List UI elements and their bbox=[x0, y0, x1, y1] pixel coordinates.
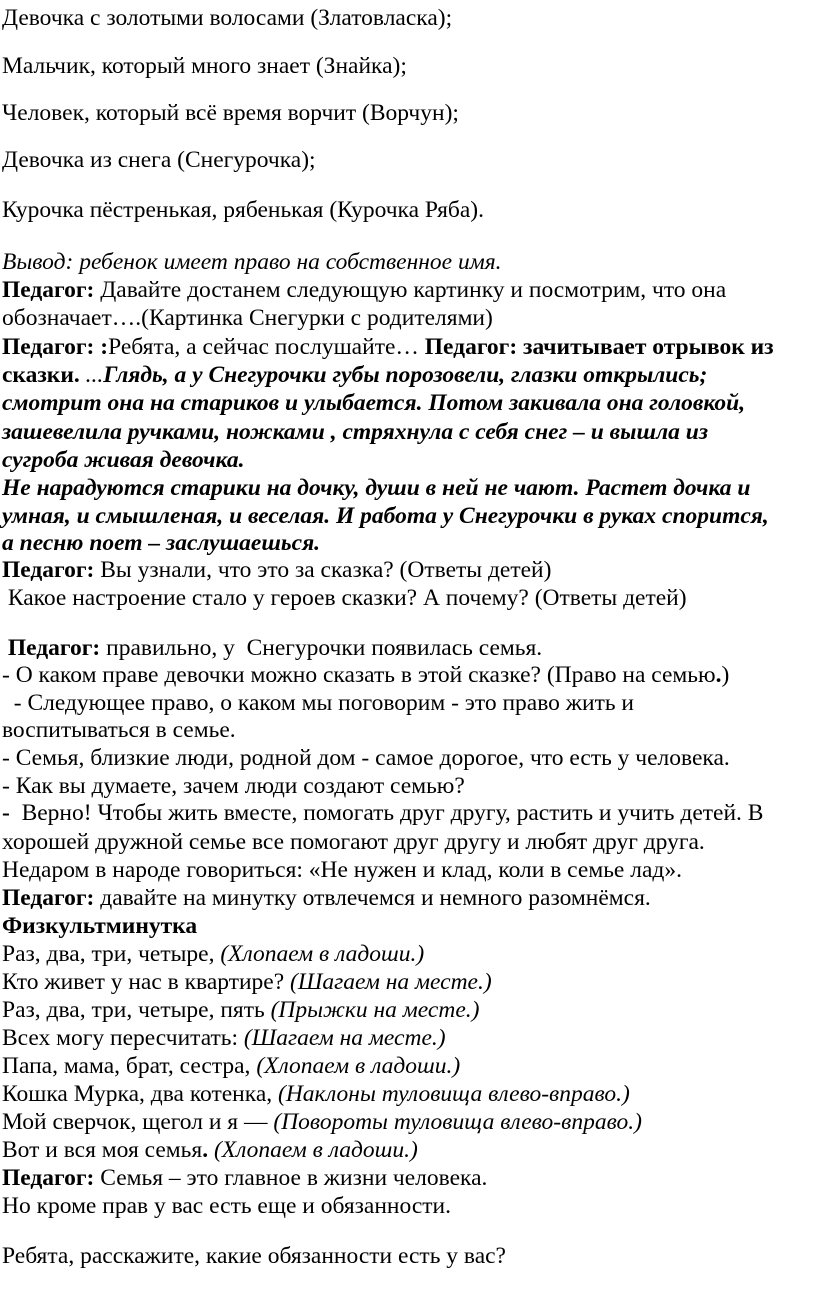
text-line bbox=[2, 856, 682, 884]
text-line bbox=[2, 361, 707, 389]
text-segment: обозначает….(Картинка Снегурки с родителями) bbox=[2, 305, 493, 331]
text-segment: Но кроме прав у вас есть еще и обязанности. bbox=[2, 1193, 451, 1219]
text-segment: Мой сверчок, щегол и я — bbox=[2, 1109, 274, 1135]
text-line bbox=[2, 304, 493, 332]
text-segment: Кошка Мурка, два котенка, bbox=[2, 1081, 278, 1107]
text-segment: Педагог: bbox=[2, 635, 101, 661]
text-line bbox=[2, 1108, 642, 1136]
text-line bbox=[2, 996, 479, 1024]
text-segment: умная, и смышленая, и веселая. И работа у Снегурочки в руках спорится, bbox=[2, 503, 769, 529]
text-segment: Человек, который всё время ворчит (Ворчун); bbox=[2, 100, 459, 126]
text-segment: Педагог: зачитывает отрывок из bbox=[424, 334, 774, 360]
text-line bbox=[2, 584, 687, 612]
text-line bbox=[2, 556, 551, 584]
text-segment: Раз, два, три, четыре, bbox=[2, 941, 221, 967]
text-segment: давайте на минутку отвлечемся и немного разомнёмся. bbox=[94, 885, 651, 911]
text-segment: сказки. bbox=[2, 362, 86, 388]
text-line bbox=[2, 1136, 418, 1164]
text-segment: смотрит она на стариков и улыбается. Потом закивала она головкой, bbox=[2, 390, 746, 416]
text-segment: - Семья, близкие люди, родной дом - самое дорогое, что есть у человека. bbox=[2, 745, 730, 771]
text-segment: . bbox=[715, 662, 722, 688]
text-segment: Не нарадуются старики на дочку, души в ней не чают. Растет дочка и bbox=[2, 475, 751, 501]
text-segment: Педагог: bbox=[2, 1165, 95, 1191]
text-segment: (Повороты туловища влево-вправо.) bbox=[273, 1109, 642, 1135]
text-segment: (Шагаем на месте.) bbox=[243, 1025, 446, 1051]
text-line bbox=[2, 716, 236, 744]
text-segment: Верно! Чтобы жить вместе, помогать друг другу, растить и учить детей. В bbox=[9, 800, 764, 826]
text-segment: Семья – это главное в жизни человека. bbox=[94, 1165, 488, 1191]
text-segment: . bbox=[202, 1137, 209, 1163]
text-segment: Ребята, а сейчас послушайте… bbox=[108, 334, 425, 360]
text-line bbox=[2, 828, 705, 856]
text-segment: Вот и вся моя семья bbox=[2, 1137, 203, 1163]
text-line bbox=[2, 1192, 451, 1220]
text-segment: Ребята, расскажите, какие обязанности есть у вас? bbox=[2, 1243, 506, 1269]
text-line bbox=[2, 634, 542, 662]
text-segment: Девочка с золотыми волосами (Златовласка); bbox=[2, 5, 453, 31]
text-line bbox=[2, 474, 750, 502]
text-line bbox=[2, 502, 769, 530]
text-line bbox=[2, 333, 774, 361]
text-line bbox=[2, 146, 316, 174]
text-line bbox=[2, 799, 763, 827]
text-segment: Педагог: : bbox=[2, 334, 109, 360]
text-segment: (Шагаем на месте.) bbox=[290, 969, 492, 995]
text-line bbox=[2, 99, 459, 127]
text-segment: ) bbox=[721, 662, 730, 688]
text-segment: - Следующее право, о каком мы поговорим - это право жить и bbox=[2, 690, 635, 716]
text-segment: Педагог: bbox=[2, 277, 95, 303]
text-segment: (Хлопаем в ладоши.) bbox=[213, 1137, 418, 1163]
text-line bbox=[2, 529, 320, 557]
text-segment: сугроба живая девочка. bbox=[2, 447, 245, 473]
text-line bbox=[2, 1052, 460, 1080]
text-segment: воспитываться в семье. bbox=[2, 717, 236, 743]
text-line bbox=[2, 248, 502, 276]
text-segment: ... bbox=[85, 362, 104, 388]
text-segment: Девочка из снега (Снегурочка); bbox=[2, 147, 316, 173]
text-segment: Раз, два, три, четыре, пять bbox=[2, 997, 271, 1023]
text-segment: Какое настроение стало у героев сказки? А почему? (Ответы детей) bbox=[2, 585, 687, 611]
text-segment: Всех могу пересчитать: bbox=[2, 1025, 244, 1051]
text-segment: Давайте достанем следующую картинку и посмотрим, что она bbox=[94, 277, 727, 303]
text-segment: Кто живет у нас в квартире? bbox=[2, 969, 291, 995]
text-line bbox=[2, 1024, 446, 1052]
text-line bbox=[2, 418, 708, 446]
text-line bbox=[2, 689, 634, 717]
text-segment: зашевелила ручками, ножками , стряхнула с себя снег – и вышла из bbox=[2, 419, 708, 445]
text-line bbox=[2, 884, 651, 912]
text-segment: - Как вы думаете, зачем люди создают семью? bbox=[2, 773, 465, 799]
text-segment: (Прыжки на месте.) bbox=[270, 997, 480, 1023]
text-line bbox=[2, 968, 492, 996]
text-line bbox=[2, 276, 726, 304]
text-segment: - О каком праве девочки можно сказать в этой сказке? (Право на семью bbox=[2, 662, 716, 688]
text-line bbox=[2, 912, 197, 940]
text-segment: правильно, у Снегурочки появилась семья. bbox=[100, 635, 543, 661]
text-segment: Вывод: ребенок имеет право на собственное имя. bbox=[2, 249, 502, 275]
text-line bbox=[2, 1164, 487, 1192]
text-line bbox=[2, 744, 730, 772]
text-line bbox=[2, 772, 465, 800]
text-segment: Мальчик, который много знает (Знайка); bbox=[2, 53, 407, 79]
text-line bbox=[2, 661, 729, 689]
text-segment: Вы узнали, что это за сказка? (Ответы детей) bbox=[94, 557, 552, 583]
text-segment: (Хлопаем в ладоши.) bbox=[220, 941, 425, 967]
text-line bbox=[2, 196, 484, 224]
text-line bbox=[2, 52, 407, 80]
text-line bbox=[2, 1080, 630, 1108]
text-segment: (Наклоны туловища влево-вправо.) bbox=[278, 1081, 630, 1107]
text-segment: Физкультминутка bbox=[2, 913, 198, 939]
text-line bbox=[2, 940, 424, 968]
text-segment: Недаром в народе говориться: «Не нужен и клад, коли в семье лад». bbox=[2, 857, 682, 883]
text-segment: Курочка пёстренькая, рябенькая (Курочка Ряба). bbox=[2, 197, 484, 223]
text-segment: - bbox=[2, 800, 10, 826]
text-segment: Папа, мама, брат, сестра, bbox=[2, 1053, 257, 1079]
text-line bbox=[2, 4, 452, 32]
text-line bbox=[2, 1242, 506, 1270]
text-segment: Педагог: bbox=[2, 885, 95, 911]
text-segment: Глядь, а у Снегурочки губы порозовели, глазки открылись; bbox=[103, 362, 708, 388]
text-line bbox=[2, 389, 745, 417]
text-segment: хорошей дружной семье все помогают друг другу и любят друг друга. bbox=[2, 829, 705, 855]
text-segment: а песню поет – заслушаешься. bbox=[2, 530, 321, 556]
text-segment: Педагог: bbox=[2, 557, 95, 583]
text-line bbox=[2, 446, 244, 474]
text-segment: (Хлопаем в ладоши.) bbox=[256, 1053, 461, 1079]
